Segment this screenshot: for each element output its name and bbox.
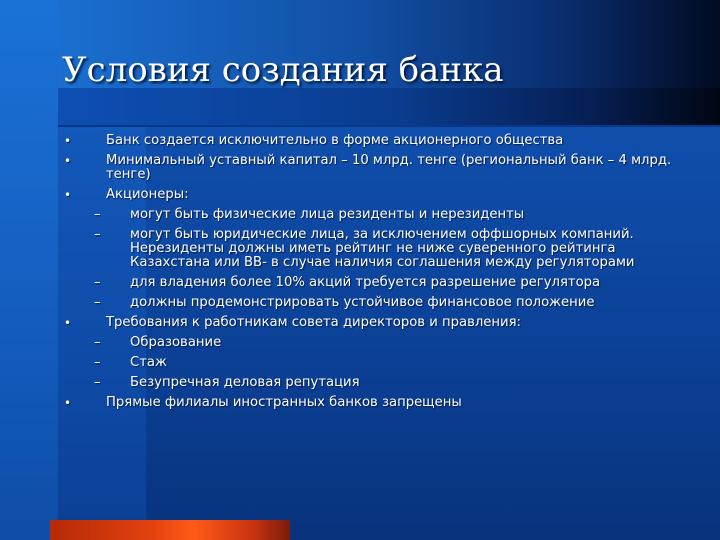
dash-marker: – (94, 355, 101, 370)
bullet-item (60, 396, 680, 410)
bullet-marker: • (64, 154, 72, 168)
bullet-item (60, 134, 680, 148)
bullet-list (60, 134, 680, 416)
bullet-text: Минимальный уставный капитал – 10 млрд. тенге (региональный банк – 4 млрд. тенге) (106, 153, 672, 182)
dash-marker: – (94, 207, 101, 222)
bullet-item (60, 316, 680, 330)
bullet-text: Требования к работникам совета директоров и правления: (106, 315, 521, 330)
bullet-marker: • (64, 396, 72, 410)
dash-marker: – (94, 335, 101, 350)
bullet-item (60, 188, 680, 202)
dash-marker: – (94, 295, 101, 310)
background-divider (58, 125, 720, 127)
bullet-text: Образование (130, 335, 222, 350)
sub-bullet-item (60, 376, 680, 390)
bullet-marker: • (64, 134, 72, 148)
background-panel-left (0, 0, 58, 540)
bullet-text: могут быть физические лица резиденты и нерезиденты (130, 207, 525, 222)
slide-title: Условия создания банка (62, 50, 504, 90)
bullet-text: для владения более 10% акций требуется разрешение регулятора (130, 275, 601, 290)
bullet-text: Банк создается исключительно в форме акционерного общества (106, 133, 564, 148)
sub-bullet-item (60, 276, 680, 290)
background-panel-top-shade (58, 88, 720, 125)
bullet-text: Акционеры: (106, 187, 189, 202)
sub-bullet-item (60, 336, 680, 350)
bullet-marker: • (64, 316, 72, 330)
bullet-text: могут быть юридические лица, за исключением оффшорных компаний. Нерезиденты должны иметь рейтинг не ниже суверенного рейтинга Казахстана или ВВ- в случае наличия соглашения между регуляторами (130, 227, 635, 270)
bullet-text: Стаж (130, 355, 167, 370)
sub-bullet-item (60, 228, 680, 270)
bullet-item (60, 154, 680, 182)
bullet-text: Прямые филиалы иностранных банков запрещены (106, 395, 462, 410)
sub-bullet-item (60, 356, 680, 370)
sub-bullet-item (60, 296, 680, 310)
dash-marker: – (94, 275, 101, 290)
bullet-text: Безупречная деловая репутация (130, 375, 360, 390)
accent-bar (50, 520, 290, 540)
sub-bullet-item (60, 208, 680, 222)
bullet-marker: • (64, 188, 72, 202)
dash-marker: – (94, 227, 101, 242)
bullet-text: должны продемонстрировать устойчивое финансовое положение (130, 295, 595, 310)
dash-marker: – (94, 375, 101, 390)
